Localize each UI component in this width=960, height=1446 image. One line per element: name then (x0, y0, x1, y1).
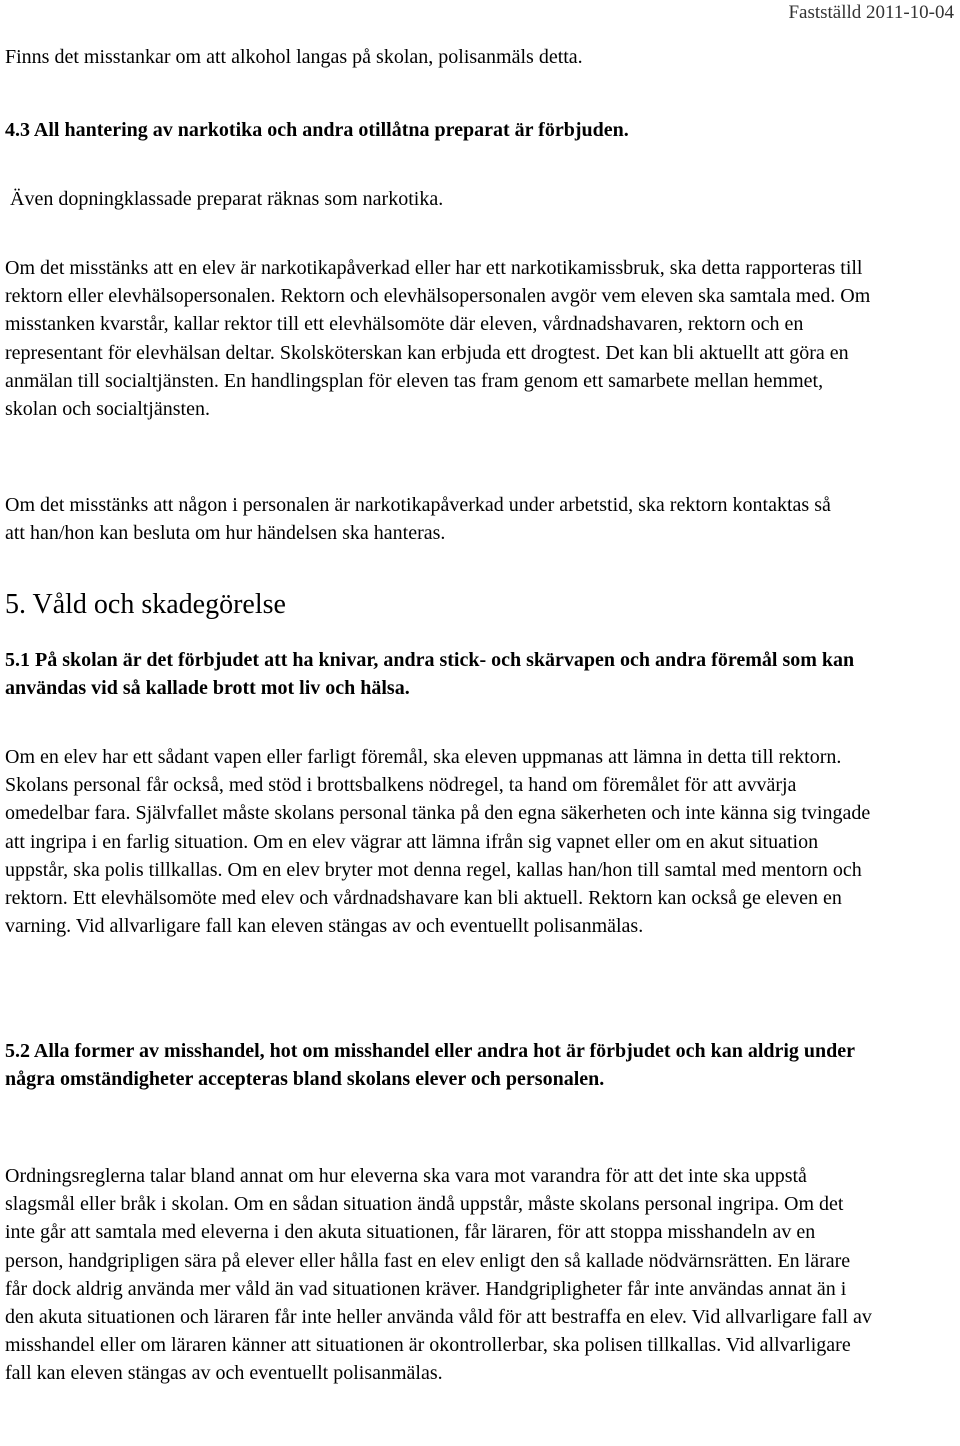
section-heading-5-1: 5.1 På skolan är det förbjudet att ha knivar, andra stick- och skärvapen och andra föremål som kan användas vid så kallade brott mot liv och hälsa. (5, 649, 855, 700)
section-heading-5: 5. Våld och skadegörelse (5, 589, 286, 620)
header-date: Fastställd 2011-10-04 (788, 2, 954, 23)
section-heading-4-3: 4.3 All hantering av narkotika och andra otillåtna preparat är förbjuden. (5, 119, 629, 141)
paragraph-violence: Ordningsreglerna talar bland annat om hur eleverna ska vara mot varandra för att det inte ska uppstå slagsmål eller bråk i skolan. Om en sådan situation ändå uppstår, måste skolans personal ingripa. Om det inte går att samtala med eleverna i den akuta situationen, får läraren, för att stoppa misshandeln av en person, handgripligen sära på elever eller hålla fast en elev enligt den så kallade nödvärnsrätten. En lärare får dock aldrig använda mer våld än vad situationen kräver. Handgripligheter får inte användas annat än i den akuta situationen och läraren får inte heller använda våld för att bestraffa en elev. Vid allvarligare fall av misshandel eller om läraren känner att situationen är okontrollerbar, ska polisen tillkallas. Vid allvarligare fall kan eleven stängas av och eventuellt polisanmälas. (5, 1165, 872, 1385)
paragraph-staff-drugs: Om det misstänks att någon i personalen är narkotikapåverkad under arbetstid, ska rektorn kontaktas så att han/hon kan besluta om hur händelsen ska hanteras. (5, 494, 831, 545)
paragraph-doping: Även dopningklassade preparat räknas som narkotika. (5, 188, 444, 210)
paragraph-weapons: Om en elev har ett sådant vapen eller farligt föremål, ska eleven uppmanas att lämna in detta till rektorn. Skolans personal får också, med stöd i brottsbalkens nödregel, ta hand om föremålet för att avvärja omedelbar fara. Självfallet måste skolans personal tänka på den egna säkerheten och inte känna sig tvingade att ingripa i en farlig situation. Om en elev vägrar att lämna ifrån sig vapnet eller om en akut situation uppstår, ska polis tillkallas. Om en elev bryter mot denna regel, kallas han/hon till samtal med mentorn och rektorn. Ett elevhälsomöte med elev och vårdnadshavare kan bli aktuell. Rektorn kan också ge eleven en varning. Vid allvarligare fall kan eleven stängas av och eventuellt polisanmälas. (5, 746, 871, 938)
paragraph-alcohol: Finns det misstankar om att alkohol langas på skolan, polisanmäls detta. (5, 46, 583, 68)
section-heading-5-2: 5.2 Alla former av misshandel, hot om misshandel eller andra hot är förbjudet och kan aldrig under några omständigheter accepteras bland skolans elever och personalen. (5, 1040, 855, 1091)
paragraph-student-drugs: Om det misstänks att en elev är narkotikapåverkad eller har ett narkotikamissbruk, ska detta rapporteras till rektorn eller elevhälsopersonalen. Rektorn och elevhälsopersonalen avgör vem eleven ska samtala med. Om misstanken kvarstår, kallar rektor till ett elevhälsomöte där eleven, vårdnadshavaren, rektorn och en representant för elevhälsan deltar. Skolsköterskan kan erbjuda ett drogtest. Det kan bli aktuellt att göra en anmälan till socialtjänsten. En handlingsplan för eleven tas fram genom ett samarbete mellan hemmet, skolan och socialtjänsten. (5, 257, 871, 421)
